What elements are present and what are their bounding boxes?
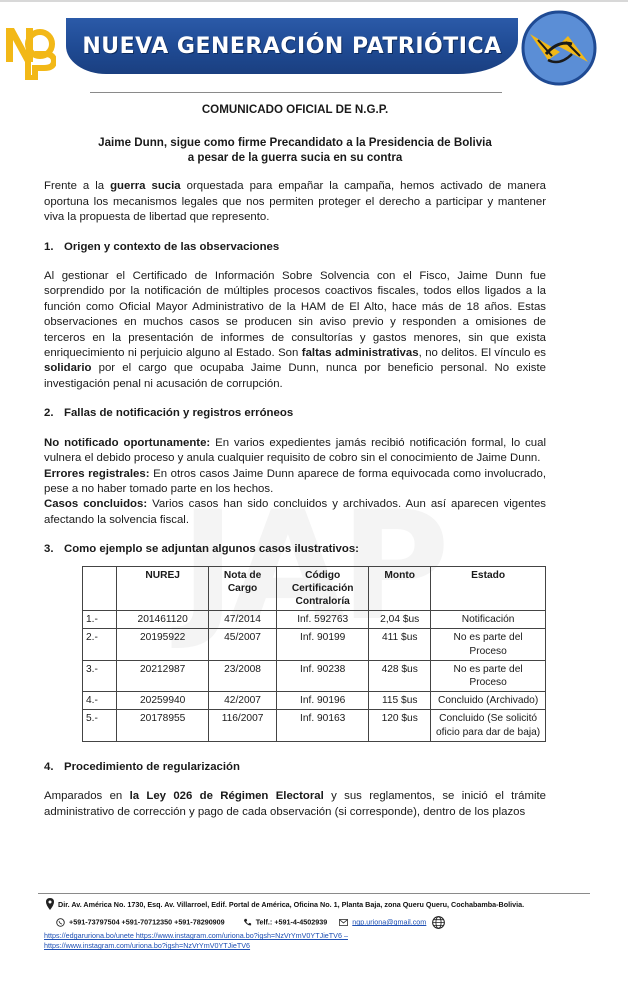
- section-1-number: 1.: [44, 240, 54, 253]
- section-1-heading: [44, 240, 546, 255]
- table-header: Nota de Cargo: [208, 566, 276, 611]
- section-1-title: Origen y contexto de las observaciones: [64, 240, 280, 253]
- footer-email-link[interactable]: ngp.uriona@gmail.com: [352, 917, 427, 927]
- section-1-paragraph: [44, 269, 546, 392]
- section-3-title: Como ejemplo se adjuntan algunos casos ilustrativos:: [64, 543, 359, 556]
- page-top-strip: [0, 0, 628, 2]
- table-cell: Concluido (Se solicitó oficio para dar de baja): [431, 710, 546, 741]
- table-cell: 20178955: [117, 710, 209, 741]
- section-1-bold-b: solidario: [44, 362, 92, 375]
- handshake-emblem-icon: [518, 10, 600, 86]
- section-4-bold: la Ley 026 de Régimen Electoral: [129, 790, 324, 803]
- list-item-label: Casos concluidos:: [44, 498, 148, 511]
- table-cell: 201461120: [117, 611, 209, 629]
- list-item: [44, 497, 546, 528]
- table-row: [83, 710, 546, 741]
- table-cell: Inf. 90196: [277, 692, 369, 710]
- document-body: [44, 98, 546, 831]
- letterhead: [0, 4, 628, 84]
- table-cell: 42/2007: [208, 692, 276, 710]
- section-4-pre: Amparados en: [44, 790, 130, 803]
- cases-table: [82, 566, 546, 742]
- table-cell: 1.-: [83, 611, 117, 629]
- footer-divider: [38, 893, 590, 894]
- table-cell: 2,04 $us: [369, 611, 431, 629]
- footer-address: Dir. Av. América No. 1730, Esq. Av. Villarroel, Edif. Portal de América, Oficina No. 1, Planta Baja, zona Queru Queru, Cochabamba-Bolivia.: [58, 900, 525, 909]
- section-2-list: [44, 436, 546, 528]
- banner: [66, 18, 518, 74]
- table-header: Código Certificación Contraloría: [277, 566, 369, 611]
- table-cell: 20212987: [117, 660, 209, 691]
- table-header: Estado: [431, 566, 546, 611]
- footer-address-row: [44, 900, 592, 910]
- table-header: NUREJ: [117, 566, 209, 611]
- footer-contacts-row: [44, 916, 592, 930]
- table-cell: 20195922: [117, 629, 209, 660]
- table-cell: 47/2014: [208, 611, 276, 629]
- table-cell: Inf. 90199: [277, 629, 369, 660]
- footer-link-line-2[interactable]: https://www.instagram.com/uriona.bo?igsh=NzVrYmV0YTJieTV6: [44, 941, 251, 950]
- whatsapp-icon: [56, 918, 65, 927]
- table-cell: Inf. 592763: [277, 611, 369, 629]
- table-cell: Inf. 90163: [277, 710, 369, 741]
- table-cell: Notificación: [431, 611, 546, 629]
- table-cell: 23/2008: [208, 660, 276, 691]
- location-pin-icon: [46, 898, 54, 910]
- section-4-post: y sus reglamentos, se inició el trámite administrativo de corrección y pago de cada observación (si corresponde), dentro de los plazos: [44, 790, 546, 818]
- table-row: [83, 660, 546, 691]
- table-header: [83, 566, 117, 611]
- footer-links: [44, 931, 592, 951]
- section-1-text-b: , no delitos. El vínculo es: [418, 347, 546, 360]
- list-item-text: Varios casos han sido concluidos y archivados. Aun así aparecen vigentes afectando la solvencia fiscal.: [44, 498, 546, 526]
- footer-telf: Telf.: +591-4-4502939: [255, 917, 328, 927]
- section-2-title: Fallas de notificación y registros erróneos: [64, 407, 294, 420]
- section-2-number: 2.: [44, 407, 54, 420]
- table-cell: 5.-: [83, 710, 117, 741]
- headline-line-2: a pesar de la guerra sucia en su contra: [187, 151, 403, 165]
- table-row: [83, 629, 546, 660]
- comunicado-title: COMUNICADO OFICIAL DE N.G.P.: [201, 103, 389, 116]
- list-item-label: No notificado oportunamente:: [44, 436, 211, 449]
- list-item-text: En varios expedientes jamás recibió notificación formal, lo cual vulnera el debido proceso y anula cualquier requisito de cobro sin el conocimiento de Jaime Dunn.: [44, 436, 547, 465]
- table-cell: 116/2007: [208, 710, 276, 741]
- table-cell: 428 $us: [369, 660, 431, 691]
- table-cell: No es parte del Proceso: [431, 660, 546, 691]
- headline-line-1: Jaime Dunn, sigue como firme Precandidato a la Presidencia de Bolivia: [98, 136, 492, 150]
- table-cell: 115 $us: [369, 692, 431, 710]
- section-1-bold-a: faltas administrativas: [301, 347, 419, 360]
- table-cell: 2.-: [83, 629, 117, 660]
- intro-post: orquestada para empañar la campaña, hemos activado de manera oportuna los mecanismos legales que nos permiten proteger el derecho a participar y mantener viva la propuesta de libertad que represento.: [44, 180, 546, 224]
- footer: [44, 898, 592, 951]
- phone-icon: [243, 918, 252, 927]
- email-icon: [339, 918, 348, 927]
- section-3-heading: [44, 542, 546, 557]
- table-cell: Inf. 90238: [277, 660, 369, 691]
- list-item-text: En otros casos Jaime Dunn aparece de forma equivocada como involucrado, pese a no haber tomado parte en los hechos.: [44, 467, 546, 495]
- section-3-number: 3.: [44, 543, 54, 556]
- table-row: [83, 692, 546, 710]
- table-cell: 45/2007: [208, 629, 276, 660]
- footer-phones: +591-73797504 +591-70712350 +591-78290909: [69, 917, 225, 927]
- table-cell: No es parte del Proceso: [431, 629, 546, 660]
- footer-link-line-1[interactable]: https://edgaruriona.bo/unete https://www.instagram.com/uriona.bo?igsh=NzVrYmV0YTJieTV6 –: [44, 931, 348, 940]
- banner-title: NUEVA GENERACIÓN PATRIÓTICA: [82, 33, 502, 59]
- table-cell: 120 $us: [369, 710, 431, 741]
- table-header: Monto: [369, 566, 431, 611]
- header-divider: [90, 92, 502, 93]
- list-item: [44, 467, 546, 498]
- table-cell: 3.-: [83, 660, 117, 691]
- section-2-heading: [44, 406, 546, 421]
- intro-bold: guerra sucia: [110, 180, 181, 193]
- table-row: [83, 611, 546, 629]
- table-cell: 411 $us: [369, 629, 431, 660]
- globe-icon: [432, 916, 445, 929]
- intro-pre: Frente a la: [44, 180, 111, 193]
- headline: [44, 135, 546, 165]
- intro-paragraph: [44, 179, 546, 225]
- ngp-logo-icon: [0, 18, 56, 80]
- section-4-title: Procedimiento de regularización: [64, 760, 240, 773]
- section-4-paragraph: [44, 789, 546, 820]
- table-cell: 4.-: [83, 692, 117, 710]
- list-item-label: Errores registrales:: [44, 467, 150, 480]
- section-4-number: 4.: [44, 760, 54, 773]
- table-header-row: [83, 566, 546, 611]
- table-cell: 20259940: [117, 692, 209, 710]
- section-1-text-a: Al gestionar el Certificado de Información Sobre Solvencia con el Fisco, Jaime Dunn fue sorprendido por la notificación de múltiples procesos coactivos fiscales, todos ellos ligados a la función como Oficial Mayor Administrativo de la HAM de El Alto, hace más de 18 años. Estas observaciones en muchos casos se producen sin aviso previo y responden a omisiones de terceros en la presentación de informes de consultorías y gastos menores, sin que exista enriquecimiento ni perjuicio alguno al Estado. Son: [44, 270, 546, 360]
- section-4-heading: [44, 760, 546, 775]
- list-item: [44, 436, 546, 467]
- section-1-text-c: por el cargo que ocupaba Jaime Dunn, nunca por beneficio personal. No existe investigación penal ni acusación de corrupción.: [44, 362, 546, 390]
- table-cell: Concluido (Archivado): [431, 692, 546, 710]
